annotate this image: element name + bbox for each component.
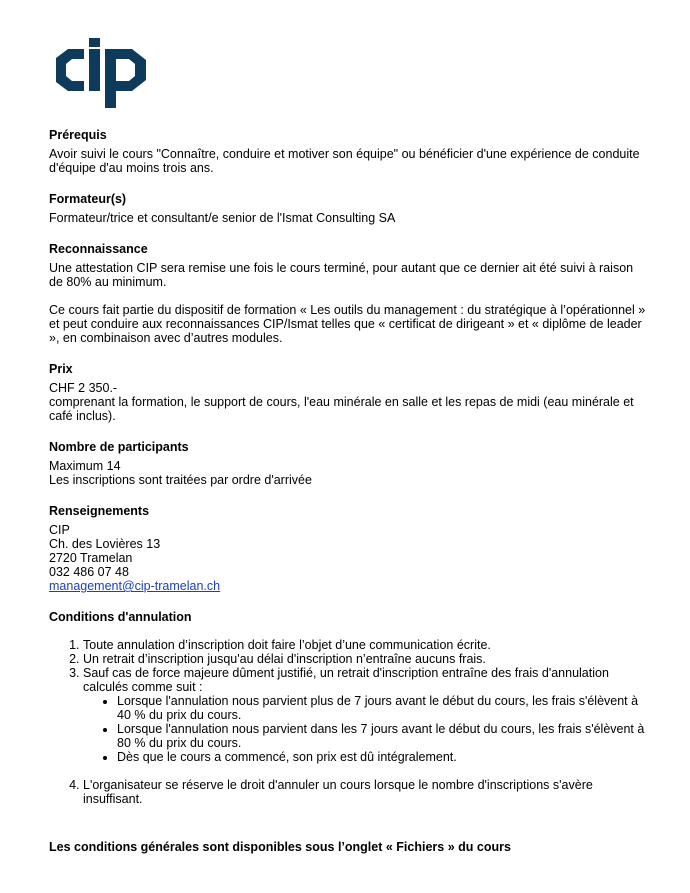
annulation-item: 3. Sauf cas de force majeure dûment justifié, un retrait d'inscription entraîne des frais d'annulation calculés comme suit : • Lorsque l'annulation nous parvient plus de 7 jours avant le début du cours, les frais s'élèvent à 40 % du prix du cours. • Lorsque l'annulation nous parvient dans les 7 jours avant le début du cours, les frais s'élèvent à 80 % du prix du cours. • Dès que le cours a commencé, son prix est dû intégralement. [83, 666, 649, 764]
heading-participants: Nombre de participants [49, 440, 189, 454]
prerequis-text: Avoir suivi le cours "Connaître, conduire et motiver son équipe" ou bénéficier d'une expérience de conduite d'équipe d'au moins trois ans. [49, 147, 640, 175]
heading-annulation: Conditions d'annulation [49, 610, 192, 624]
formateur-text: Formateur/trice et consultant/e senior de l'Ismat Consulting SA [49, 211, 396, 225]
cip-logo-mark [54, 38, 152, 108]
participants-max: Maximum 14 [49, 459, 121, 473]
contact-phone: 032 486 07 48 [49, 565, 129, 579]
course-details [49, 128, 649, 854]
annulation-item: 2. Un retrait d’inscription jusqu'au délai d'inscription n’entraîne aucuns frais. [83, 652, 649, 666]
section-prix [49, 362, 649, 423]
section-prerequis [49, 128, 649, 175]
contact-city: 2720 Tramelan [49, 551, 133, 565]
prix-text: comprenant la formation, le support de cours, l'eau minérale en salle et les repas de midi (eau minérale et café inclus). [49, 395, 634, 423]
participants-text: Les inscriptions sont traitées par ordre d'arrivée [49, 473, 312, 487]
annulation-sublist [83, 694, 649, 764]
annulation-item: 4. L'organisateur se réserve le droit d'annuler un cours lorsque le nombre d'inscriptions s'avère insuffisant. [83, 778, 649, 806]
heading-prix: Prix [49, 362, 73, 376]
heading-reconnaissance: Reconnaissance [49, 242, 148, 256]
contact-org: CIP [49, 523, 70, 537]
section-formateur [49, 192, 649, 225]
prix-amount: CHF 2 350.- [49, 381, 118, 395]
cip-logo [54, 38, 152, 108]
contact-street: Ch. des Lovières 13 [49, 537, 161, 551]
heading-formateur: Formateur(s) [49, 192, 127, 206]
contact-email-link[interactable]: management@cip-tramelan.ch [49, 579, 221, 593]
section-annulation [49, 610, 649, 806]
heading-prerequis: Prérequis [49, 128, 107, 142]
reconnaissance-text-1: Une attestation CIP sera remise une fois le cours terminé, pour autant que ce dernier ait été suivi à raison de 80% au minimum. [49, 261, 634, 289]
annulation-subitem: • Lorsque l'annulation nous parvient dans les 7 jours avant le début du cours, les frais s'élèvent à 80 % du prix du cours. [117, 722, 649, 750]
annulation-subitem: • Lorsque l'annulation nous parvient plus de 7 jours avant le début du cours, les frais s'élèvent à 40 % du prix du cours. [117, 694, 649, 722]
section-participants [49, 440, 649, 487]
general-conditions-note: Les conditions générales sont disponibles sous l’onglet « Fichiers » du cours [49, 840, 511, 854]
reconnaissance-text-2: Ce cours fait partie du dispositif de formation « Les outils du management : du stratégique à l’opérationnel » et peut conduire aux reconnaissances CIP/Ismat telles que « certificat de dirigeant » et « diplôme de leader », en combinaison avec d’autres modules. [49, 303, 646, 345]
annulation-item: 1. Toute annulation d’inscription doit faire l’objet d’une communication écrite. [83, 638, 649, 652]
annulation-list [49, 638, 649, 806]
heading-renseignements: Renseignements [49, 504, 150, 518]
section-reconnaissance [49, 242, 649, 345]
annulation-subitem: • Dès que le cours a commencé, son prix est dû intégralement. [117, 750, 649, 764]
section-renseignements [49, 504, 649, 593]
